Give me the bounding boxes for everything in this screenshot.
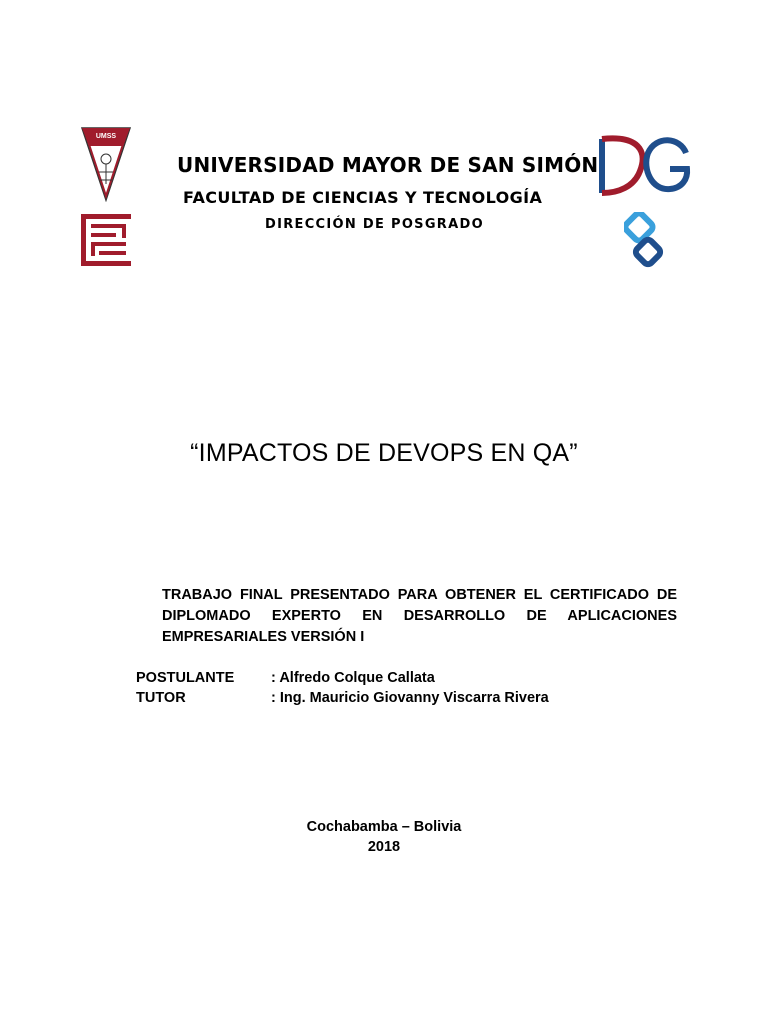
direction-name: DIRECCIÓN DE POSGRADO xyxy=(265,217,484,232)
tutor-label: TUTOR xyxy=(136,690,186,706)
umss-logo-text: UMSS xyxy=(95,133,117,140)
description-line: DIPLOMADO EXPERTO EN DESARROLLO DE APLICACIONES xyxy=(162,608,677,624)
year: 2018 xyxy=(367,839,401,855)
posgrado-dg-logo xyxy=(598,131,691,196)
faculty-name: FACULTAD DE CIENCIAS Y TECNOLOGÍA xyxy=(183,188,543,207)
description-line: TRABAJO FINAL PRESENTADO PARA OBTENER EL CERTIFICADO DE xyxy=(162,587,677,603)
fcyt-logo xyxy=(81,214,131,266)
place: Cochabamba – Bolivia xyxy=(306,819,462,835)
description xyxy=(162,585,677,648)
tutor-value: : Ing. Mauricio Giovanny Viscarra Rivera xyxy=(271,690,549,706)
description-line: EMPRESARIALES VERSIÓN I xyxy=(162,629,365,645)
umss-logo xyxy=(80,126,132,202)
postulante-value: : Alfredo Colque Callata xyxy=(271,670,435,686)
postulante-label: POSTULANTE xyxy=(136,670,235,686)
posgrado-link-logo xyxy=(624,212,666,270)
university-name: UNIVERSIDAD MAYOR DE SAN SIMÓN xyxy=(177,153,599,177)
document-title: “IMPACTOS DE DEVOPS EN QA” xyxy=(190,439,578,467)
